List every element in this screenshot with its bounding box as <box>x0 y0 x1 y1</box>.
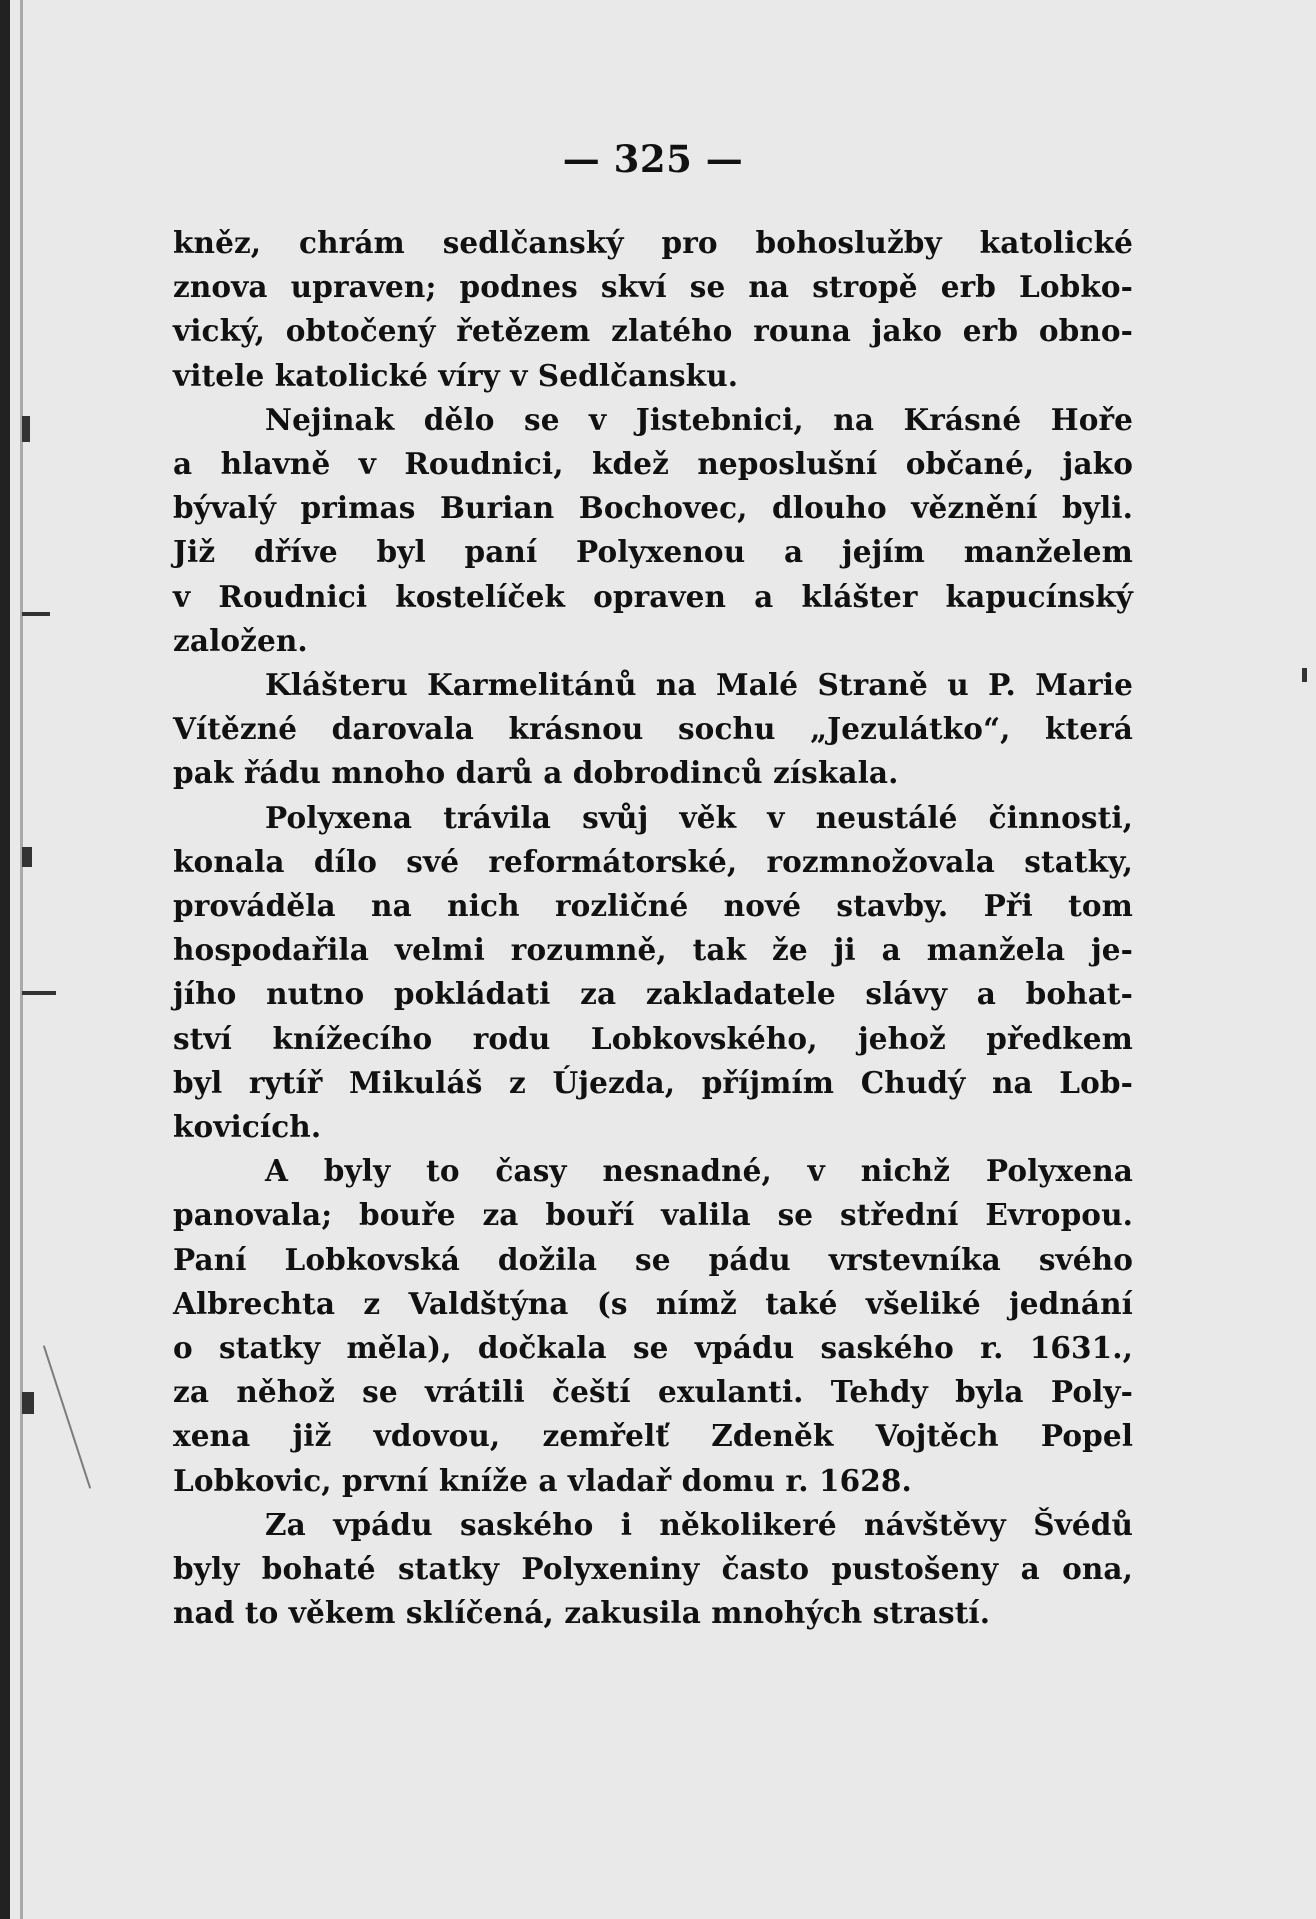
text-line: o statky měla), dočkala se vpádu saského r. 1631., <box>173 1330 1133 1366</box>
text-line: nad to věkem sklíčená, zakusila mnohých strastí. <box>173 1595 991 1631</box>
text-line: Vítězné darovala krásnou sochu „Jezulátko“, která <box>173 711 1133 747</box>
text-line: Lobkovic, první kníže a vladař domu r. 1628. <box>173 1462 912 1498</box>
body-text <box>173 221 1133 1636</box>
text-line: prováděla na nich rozličné nové stavby. Při tom <box>173 888 1133 924</box>
text-line: konala dílo své reformátorské, rozmnožovala statky, <box>173 843 1133 879</box>
page-content <box>173 135 1133 1636</box>
binding-edge <box>20 0 23 1919</box>
text-line: a hlavně v Roudnici, kdež neposlušní občané, jako <box>173 446 1133 482</box>
scan-artifact <box>22 1392 34 1414</box>
text-line: Klášteru Karmelitánů na Malé Straně u P. Marie <box>265 667 1133 703</box>
text-line: v Roudnici kostelíček opraven a klášter kapucínský <box>173 578 1133 614</box>
scan-artifact <box>22 991 56 995</box>
scan-artifact <box>22 847 32 867</box>
text-line: založen. <box>173 622 308 658</box>
text-line: kovicích. <box>173 1109 322 1145</box>
page-number: — 325 — <box>562 137 744 181</box>
text-line: znova upraven; podnes skví se na stropě erb Lobko- <box>173 269 1133 305</box>
text-line: Polyxena trávila svůj věk v neustálé činnosti, <box>265 799 1133 835</box>
text-line: Za vpádu saského i několikeré návštěvy Švédů <box>265 1506 1133 1542</box>
text-line: Nejinak dělo se v Jistebnici, na Krásné Hoře <box>265 401 1133 437</box>
text-line: Paní Lobkovská dožila se pádu vrstevníka svého <box>173 1241 1133 1277</box>
scan-artifact <box>43 1345 91 1488</box>
text-line: kněz, chrám sedlčanský pro bohoslužby katolické <box>173 225 1133 260</box>
text-line: jího nutno pokládati za zakladatele slávy a bohat- <box>173 976 1133 1012</box>
text-line: bývalý primas Burian Bochovec, dlouho věznění byli. <box>173 490 1133 526</box>
text-line: Albrechta z Valdštýna (s nímž také všeliké jednání <box>173 1285 1133 1321</box>
text-line: xena již vdovou, zemřelť Zdeněk Vojtěch Popel <box>173 1418 1133 1454</box>
text-line: byl rytíř Mikuláš z Újezda, příjmím Chudý na Lob- <box>173 1064 1133 1100</box>
text-line: A byly to časy nesnadné, v nichž Polyxena <box>265 1153 1133 1189</box>
text-line: ství knížecího rodu Lobkovského, jehož předkem <box>173 1020 1133 1056</box>
scan-artifact <box>22 416 30 442</box>
scan-artifact <box>1302 668 1307 682</box>
text-line: pak řádu mnoho darů a dobrodinců získala. <box>173 755 899 791</box>
text-line: panovala; bouře za bouří valila se střední Evropou. <box>173 1197 1133 1233</box>
text-line: hospodařila velmi rozumně, tak že ji a manžela je- <box>173 932 1133 968</box>
text-line: za něhož se vrátili čeští exulanti. Tehdy byla Poly- <box>173 1374 1133 1410</box>
scan-artifact <box>22 612 50 616</box>
text-line: Již dříve byl paní Polyxenou a jejím manželem <box>173 534 1133 570</box>
text-line: vický, obtočený řetězem zlatého rouna jako erb obno- <box>173 313 1133 349</box>
text-line: byly bohaté statky Polyxeniny často pustošeny a ona, <box>173 1551 1133 1587</box>
text-line: vitele katolické víry v Sedlčansku. <box>173 357 739 393</box>
